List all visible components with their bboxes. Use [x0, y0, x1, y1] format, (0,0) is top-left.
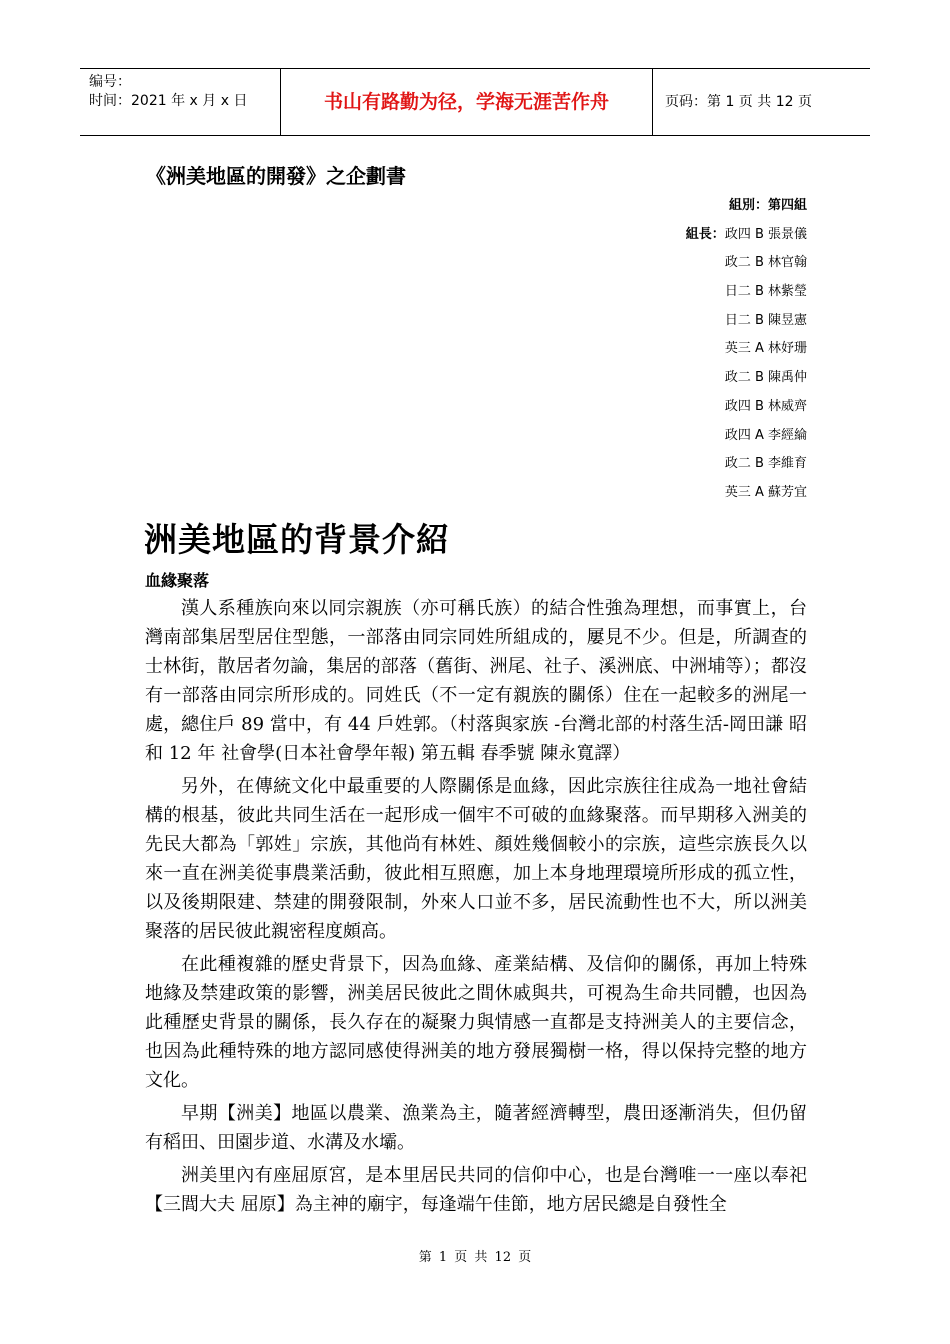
paragraph: 另外，在傳統文化中最重要的人際關係是血緣，因此宗族往往成為一地社會結構的根基，彼此共同生活在一起形成一個牢不可破的血緣聚落。而早期移入洲美的先民大都為「郭姓」宗族，其他尚有林姓、顏姓幾個較小的宗族，這些宗族長久以來一直在洲美從事農業活動，彼此相互照應，加上本身地理環境所形成的孤立性，以及後期限建、禁建的開發限制，外來人口並不多，居民流動性也不大，所以洲美聚落的居民彼此親密程度頗高。	[145, 776, 807, 942]
page-header	[80, 68, 870, 136]
paragraph: 洲美里內有座屈原宮，是本里居民共同的信仰中心，也是台灣唯一一座以奉祀【三閭大夫 屈原】為主神的廟宇，每逢端午佳節，地方居民總是自發性全	[145, 1165, 807, 1215]
team-list	[686, 196, 807, 512]
team-member: 日二 B 林紫瑩	[724, 284, 807, 300]
body-text	[145, 594, 807, 1223]
header-page-info: 页码：第 1 页 共 12 页	[665, 94, 812, 110]
member-name: 政四 B 張景儀	[724, 226, 807, 242]
number-label: 编号：	[89, 74, 131, 90]
subsection-heading: 血緣聚落	[145, 571, 210, 590]
header-motto: 书山有路勤为径，学海无涯苦作舟	[281, 69, 653, 135]
team-member: 政四 B 林威齊	[724, 398, 807, 414]
team-member	[686, 225, 807, 254]
team-member: 政四 A 李經綸	[724, 427, 807, 443]
paragraph: 早期【洲美】地區以農業、漁業為主，隨著經濟轉型，農田逐漸消失，但仍留有稻田、田園步道、水溝及水壩。	[145, 1103, 807, 1153]
document-title: 《洲美地區的開發》之企劃書	[146, 164, 406, 188]
team-member: 政二 B 林官翰	[724, 255, 807, 271]
paragraph: 在此種複雜的歷史背景下，因為血緣、產業結構、及信仰的關係，再加上特殊地緣及禁建政策的影響，洲美居民彼此之間休戚與共，可視為生命共同體，也因為此種歷史背景的關係，長久存在的凝聚力與情感一直都是支持洲美人的主要信念，也因為此種特殊的地方認同感使得洲美的地方發展獨樹一格，得以保持完整的地方文化。	[145, 954, 807, 1091]
page-footer: 第 1 页 共 12 页	[418, 1250, 532, 1265]
team-member: 政二 B 李維育	[724, 456, 807, 472]
leader-label: 組長：	[685, 226, 725, 242]
paragraph: 漢人系種族向來以同宗親族（亦可稱氏族）的結合性強為理想，而事實上，台灣南部集居型居住型態，一部落由同宗同姓所組成的，屢見不少。但是，所調查的士林街，散居者勿論，集居的部落（舊街、洲尾、社子、溪洲底、中洲埔等）；都沒有一部落由同宗所形成的。同姓氏（不一定有親族的關係）住在一起較多的洲尾一處，總住戶 89 當中，有 44 戶姓郭。（村落與家族 -台灣北部的村落生活-岡田謙 昭和 12 年 社會學(日本社會學年報) 第五輯 春季號 陳永寬譯）	[145, 598, 807, 764]
team-member: 英三 A 林妤珊	[724, 341, 807, 357]
team-member: 日二 B 陳昱憲	[724, 312, 807, 328]
group-label: 組別：第四組	[728, 198, 807, 213]
header-meta	[80, 69, 281, 135]
team-member: 英三 A 蘇芳宜	[724, 484, 807, 500]
section-heading: 洲美地區的背景介紹	[144, 520, 450, 559]
team-member: 政二 B 陳禹仲	[724, 370, 807, 386]
time-label: 时间：2021 年 x 月 x 日	[89, 93, 248, 109]
